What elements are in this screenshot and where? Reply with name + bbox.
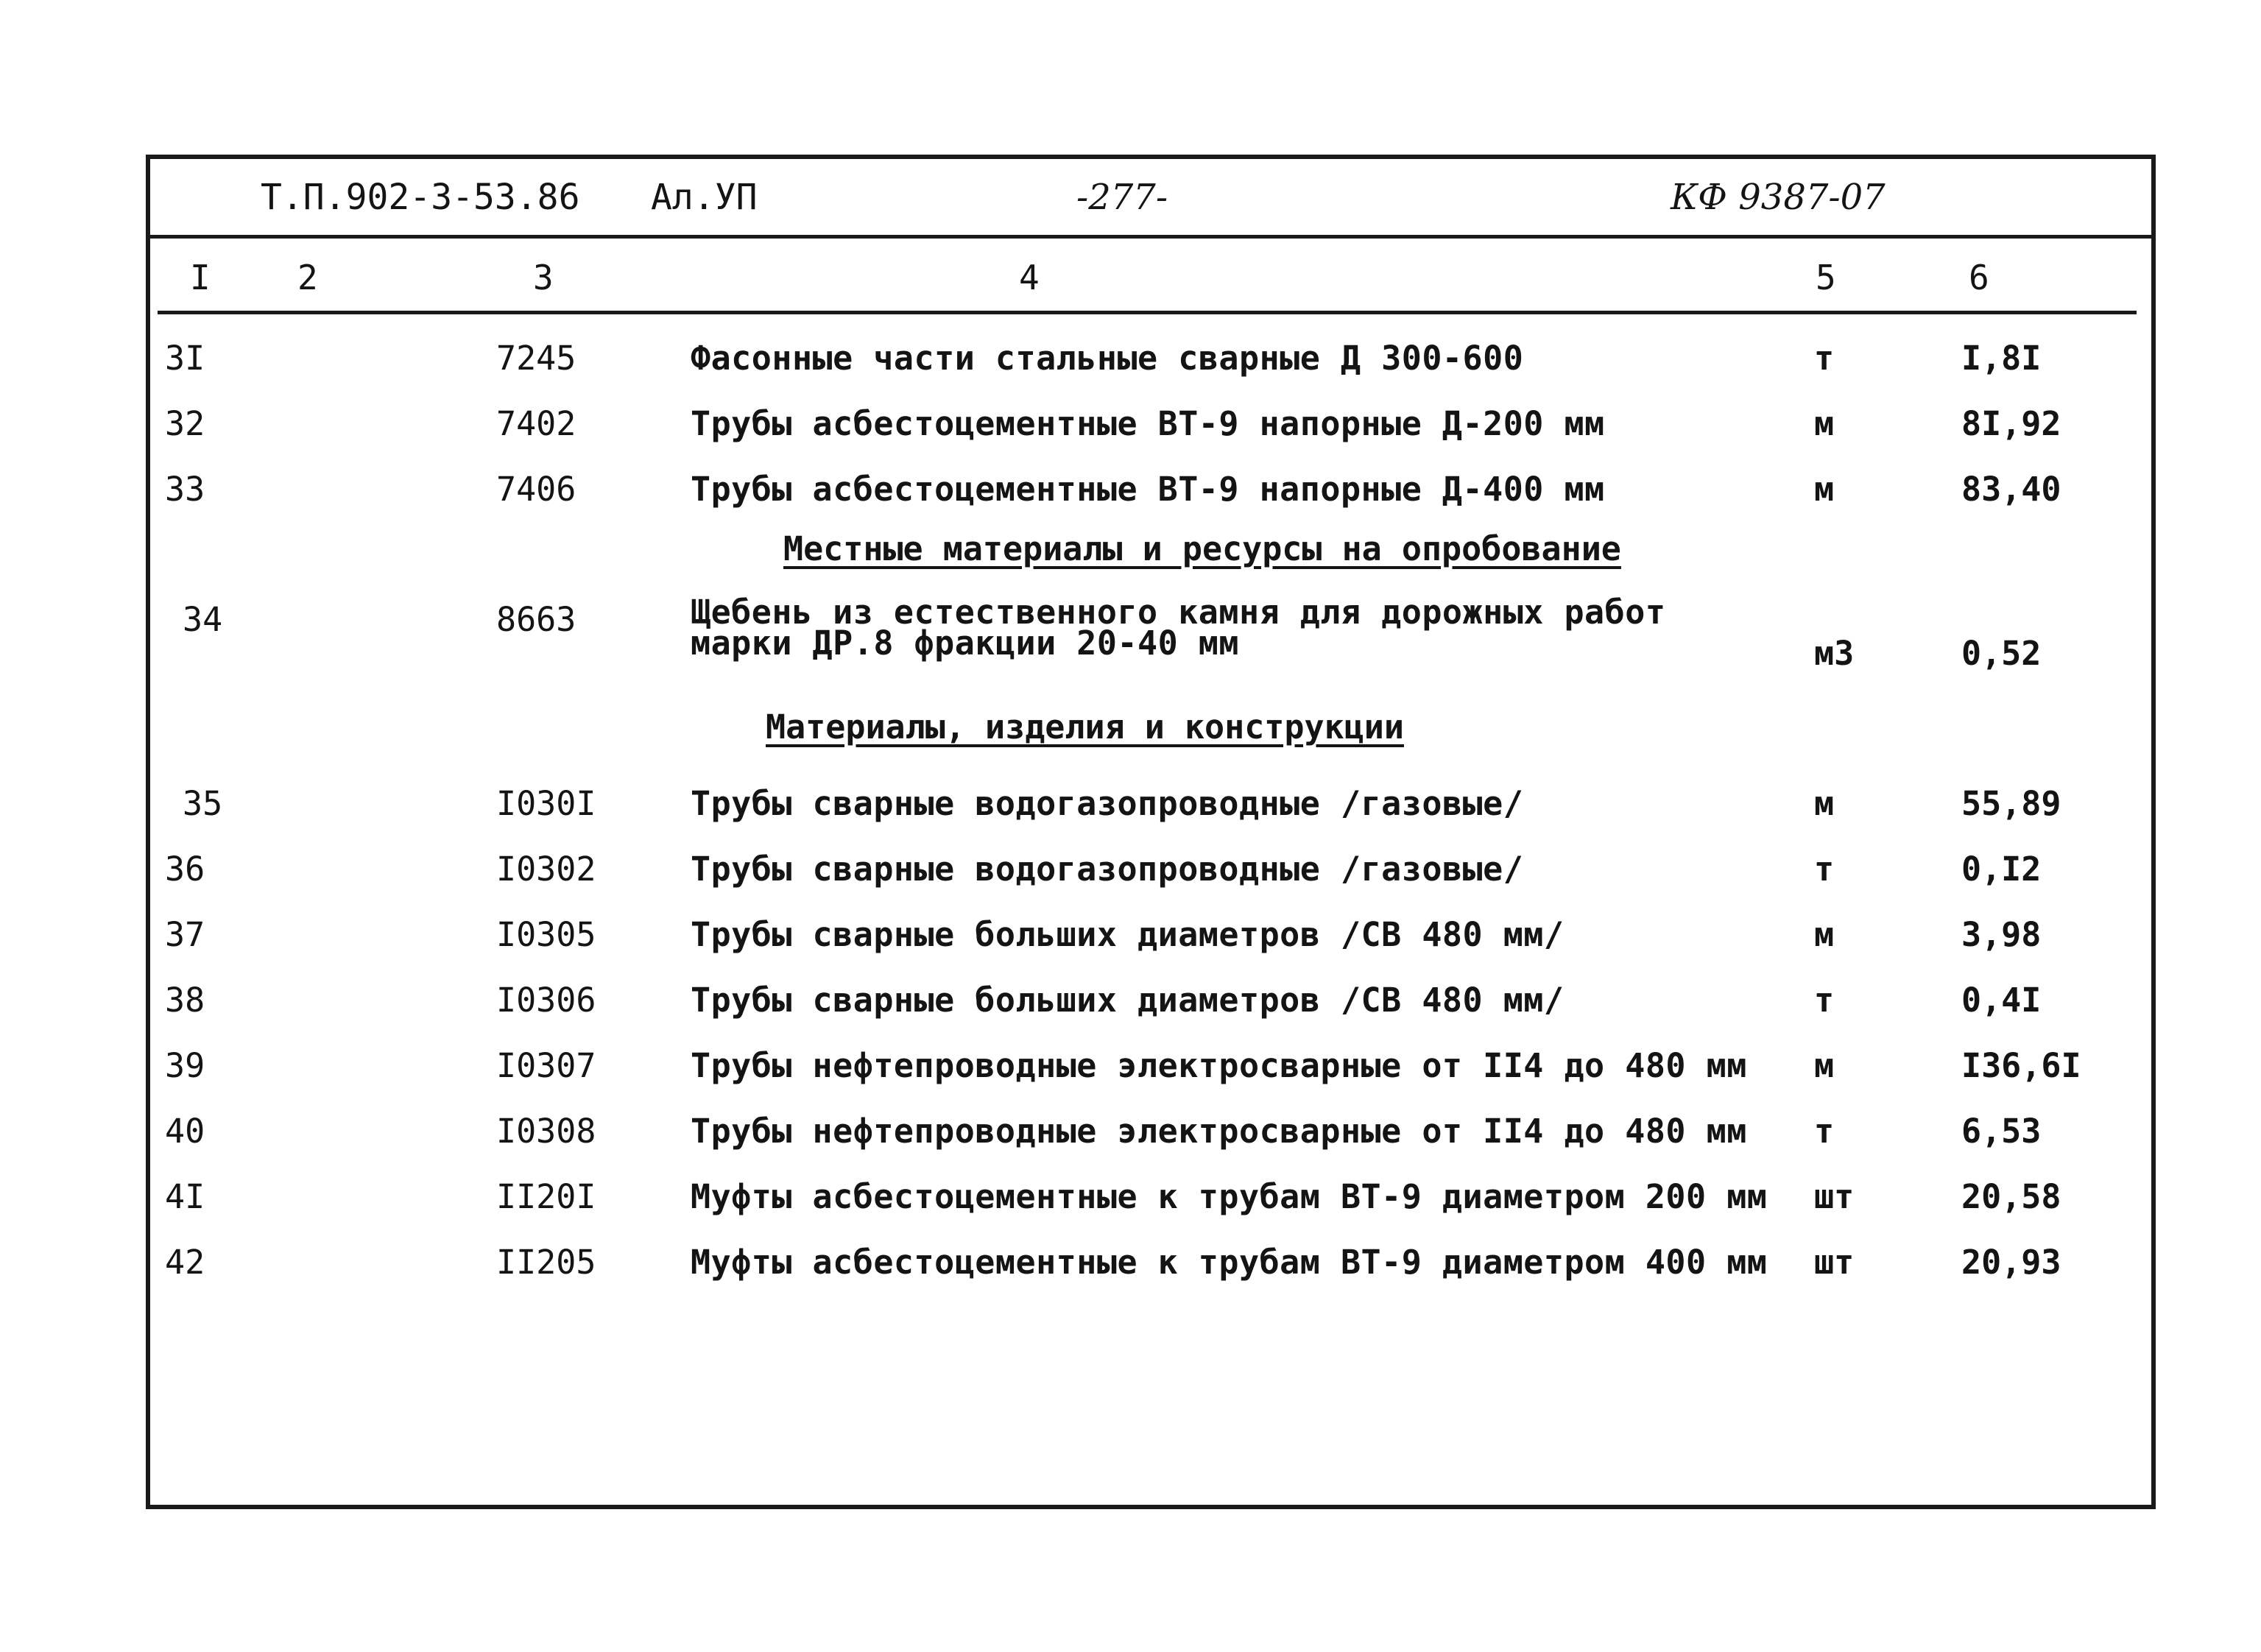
unit: м [1814, 784, 1835, 823]
quantity: 20,58 [1961, 1177, 2061, 1216]
row-number: 39 [165, 1046, 205, 1085]
row-number: 34 [183, 600, 223, 639]
unit: м [1814, 404, 1835, 443]
quantity: 0,4I [1961, 981, 2042, 1020]
section-heading [150, 525, 2151, 593]
resource-name: Трубы сварные водогазопроводные /газовые/ [691, 784, 1524, 823]
row-number: 33 [165, 470, 205, 509]
unit: м [1814, 915, 1835, 954]
quantity: 8I,92 [1961, 404, 2061, 443]
document-sheet [146, 155, 2156, 1509]
resource-name: Трубы нефтепроводные электросварные от II4 до 480 мм [691, 1112, 1747, 1151]
resource-code: 7402 [496, 404, 576, 443]
resource-name: Трубы сварные больших диаметров /СВ 480 мм/ [691, 981, 1565, 1020]
resource-name: Муфты асбестоцементные к трубам ВТ-9 диаметром 200 мм [691, 1177, 1768, 1216]
column-number: I [190, 258, 211, 297]
title-block [150, 159, 2151, 239]
unit: т [1814, 850, 1835, 889]
unit: т [1814, 1112, 1835, 1151]
unit: м [1814, 1046, 1835, 1085]
row-number: 36 [165, 850, 205, 889]
resource-code: 7245 [496, 339, 576, 378]
project-code: Т.П.902-3-53.86 [261, 177, 580, 218]
resource-code: I0307 [496, 1046, 596, 1085]
resource-name [691, 593, 1666, 663]
resource-code: II20I [496, 1177, 596, 1216]
resource-name: Трубы нефтепроводные электросварные от II4 до 480 мм [691, 1046, 1747, 1085]
archive-number: КФ 9387-07 [1671, 177, 1886, 218]
album-number: Ал.УП [651, 177, 758, 218]
row-number: 37 [165, 915, 205, 954]
quantity: 0,52 [1961, 634, 2042, 673]
unit: шт [1814, 1243, 1855, 1282]
section-heading-text: Материалы, изделия и конструкции [766, 707, 1404, 746]
table-row [150, 1036, 2151, 1101]
column-number-row [150, 239, 2151, 314]
unit: т [1814, 339, 1835, 378]
row-number: 38 [165, 981, 205, 1020]
row-number: 3I [165, 339, 205, 378]
table-row [150, 328, 2151, 394]
resource-code: 7406 [496, 470, 576, 509]
resource-name: Трубы асбестоцементные ВТ-9 напорные Д-400 мм [691, 470, 1605, 509]
unit: шт [1814, 1177, 1855, 1216]
resource-code: I0305 [496, 915, 596, 954]
column-number: 3 [533, 258, 554, 297]
table-row [150, 1167, 2151, 1232]
table-row [150, 459, 2151, 525]
page-number: -277- [1076, 177, 1168, 218]
unit: м3 [1814, 634, 1855, 673]
resource-code: II205 [496, 1243, 596, 1282]
quantity: I36,6I [1961, 1046, 2081, 1085]
column-number: 2 [297, 258, 318, 297]
table-row [150, 839, 2151, 905]
column-number: 6 [1969, 258, 1989, 297]
quantity: 3,98 [1961, 915, 2042, 954]
table-row [150, 394, 2151, 459]
table-row [150, 593, 2151, 703]
table-body [150, 328, 2151, 1298]
section-heading-text: Местные материалы и ресурсы на опробование [783, 529, 1621, 568]
quantity: 83,40 [1961, 470, 2061, 509]
resource-code: I030I [496, 784, 596, 823]
column-number: 4 [1019, 258, 1040, 297]
resource-code: I0302 [496, 850, 596, 889]
row-number: 35 [183, 784, 223, 823]
resource-code: 8663 [496, 600, 576, 639]
unit: м [1814, 470, 1835, 509]
resource-code: I0306 [496, 981, 596, 1020]
resource-name-line: марки ДР.8 фракции 20-40 мм [691, 624, 1239, 663]
column-number: 5 [1816, 258, 1836, 297]
table-row [150, 774, 2151, 839]
unit: т [1814, 981, 1835, 1020]
row-number: 42 [165, 1243, 205, 1282]
row-number: 32 [165, 404, 205, 443]
row-number: 40 [165, 1112, 205, 1151]
quantity: 6,53 [1961, 1112, 2042, 1151]
resource-name: Трубы сварные водогазопроводные /газовые/ [691, 850, 1524, 889]
resource-name: Фасонные части стальные сварные Д 300-600 [691, 339, 1524, 378]
quantity: 55,89 [1961, 784, 2061, 823]
row-number: 4I [165, 1177, 205, 1216]
resource-name: Трубы асбестоцементные ВТ-9 напорные Д-200 мм [691, 404, 1605, 443]
quantity: I,8I [1961, 339, 2042, 378]
quantity: 0,I2 [1961, 850, 2042, 889]
resource-code: I0308 [496, 1112, 596, 1151]
quantity: 20,93 [1961, 1243, 2061, 1282]
resource-name: Трубы сварные больших диаметров /СВ 480 мм/ [691, 915, 1565, 954]
table-row [150, 905, 2151, 970]
table-row [150, 970, 2151, 1036]
section-heading [150, 703, 2151, 774]
resource-name: Муфты асбестоцементные к трубам ВТ-9 диаметром 400 мм [691, 1243, 1768, 1282]
table-row [150, 1101, 2151, 1167]
column-number-divider [158, 311, 2137, 314]
table-row [150, 1232, 2151, 1298]
resource-name-line: Щебень из естественного камня для дорожных работ [691, 593, 1666, 632]
